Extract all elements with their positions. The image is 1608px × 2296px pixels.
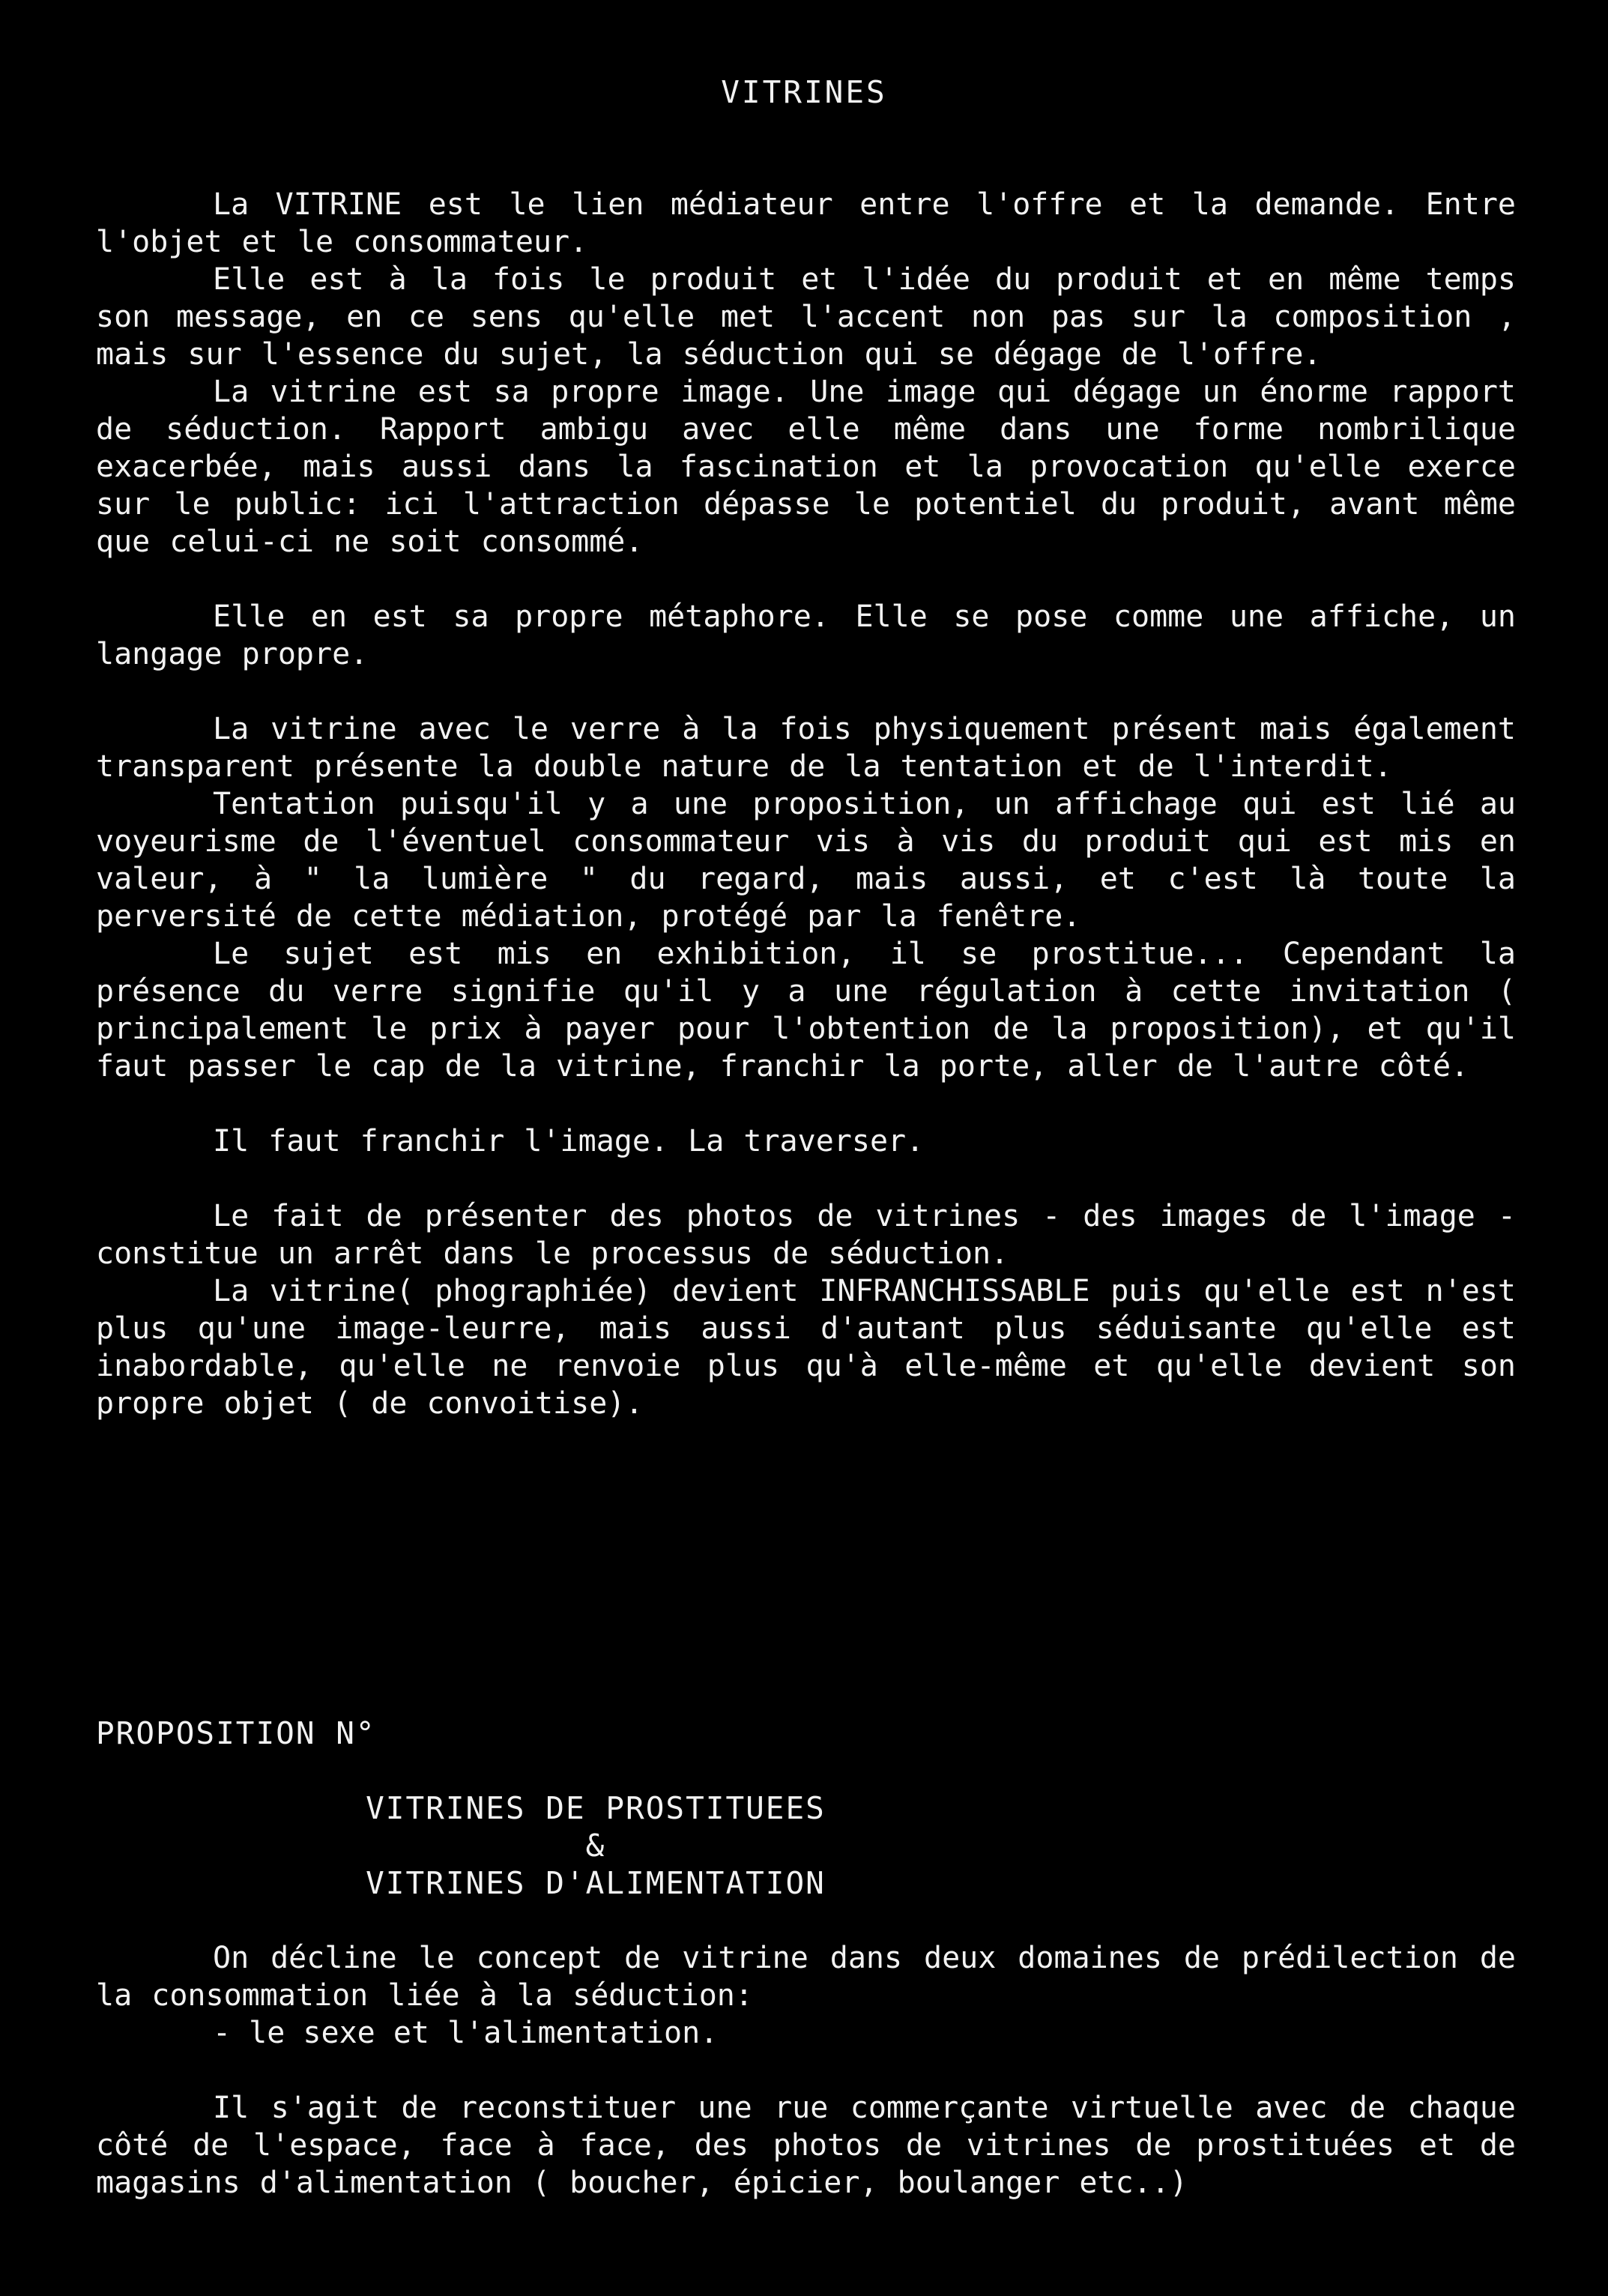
closing-bullet: - le sexe et l'alimentation. [213, 2016, 719, 2050]
subtitle-line-3: VITRINES D'ALIMENTATION [366, 1865, 826, 1901]
paragraph-5: La vitrine avec le verre à la fois physiquement présent mais également transparent présente la double nature de la tentation et de l'interdit. [96, 712, 1516, 784]
paragraph-8: Il faut franchir l'image. La traverser. [213, 1124, 925, 1158]
paragraph-6: Tentation puisqu'il y a une proposition, un affichage qui est lié au voyeurisme de l'éventuel consommateur vis à vis du produit qui est mis en valeur, à " la lumière " du regard, mais aussi, et c'est là toute la perversité de cette médiation, protégé par la fenêtre. [96, 787, 1516, 934]
closing-paragraph-1: On décline le concept de vitrine dans deux domaines de prédilection de la consommation liée à la séduction: [96, 1941, 1516, 2013]
paragraph-1: La VITRINE est le lien médiateur entre l'offre et la demande. Entre l'objet et le consommateur. [96, 187, 1516, 259]
paragraph-9: Le fait de présenter des photos de vitrines - des images de l'image - constitue un arrêt dans le processus de séduction. [96, 1199, 1516, 1271]
subtitle-line-1: VITRINES DE PROSTITUEES [366, 1790, 826, 1826]
paragraph-10: La vitrine( phographiée) devient INFRANCHISSABLE puis qu'elle est n'est plus qu'une image-leurre, mais aussi d'autant plus séduisante qu'elle est inabordable, qu'elle ne renvoie plus qu'à elle-même et qu'elle devient son propre objet ( de convoitise). [96, 1274, 1516, 1421]
paragraph-3: La vitrine est sa propre image. Une image qui dégage un énorme rapport de séduction. Rapport ambigu avec elle même dans une forme nombrilique exacerbée, mais aussi dans la fascination et la provocation qu'elle exerce sur le public: ici l'attraction dépasse le potentiel du produit, avant même que celui-ci ne soit consommé. [96, 375, 1516, 559]
closing-text-section [96, 1939, 1516, 2202]
paragraph-7: Le sujet est mis en exhibition, il se prostitue... Cependant la présence du verre signifie qu'il y a une régulation à cette invitation ( principalement le prix à payer pour l'obtention de la proposition), et qu'il faut passer le cap de la vitrine, franchir la porte, aller de l'autre côté. [96, 937, 1516, 1084]
document-title: VITRINES [721, 74, 887, 110]
body-text-section [96, 186, 1516, 1422]
paragraph-2: Elle est à la fois le produit et l'idée du produit et en même temps son message, en ce sens qu'elle met l'accent non pas sur la composition , mais sur l'essence du sujet, la séduction qui se dégage de l'offre. [96, 262, 1516, 372]
closing-paragraph-2: Il s'agit de reconstituer une rue commerçante virtuelle avec de chaque côté de l'espace, face à face, des photos de vitrines de prostituées et de magasins d'alimentation ( boucher, épicier, boulanger etc..) [96, 2091, 1516, 2200]
subtitle-block [0, 1789, 1191, 1902]
subtitle-line-2: & [585, 1828, 606, 1864]
proposition-label: PROPOSITION N° [96, 1715, 376, 1751]
paragraph-4: Elle en est sa propre métaphore. Elle se pose comme une affiche, un langage propre. [96, 599, 1516, 671]
